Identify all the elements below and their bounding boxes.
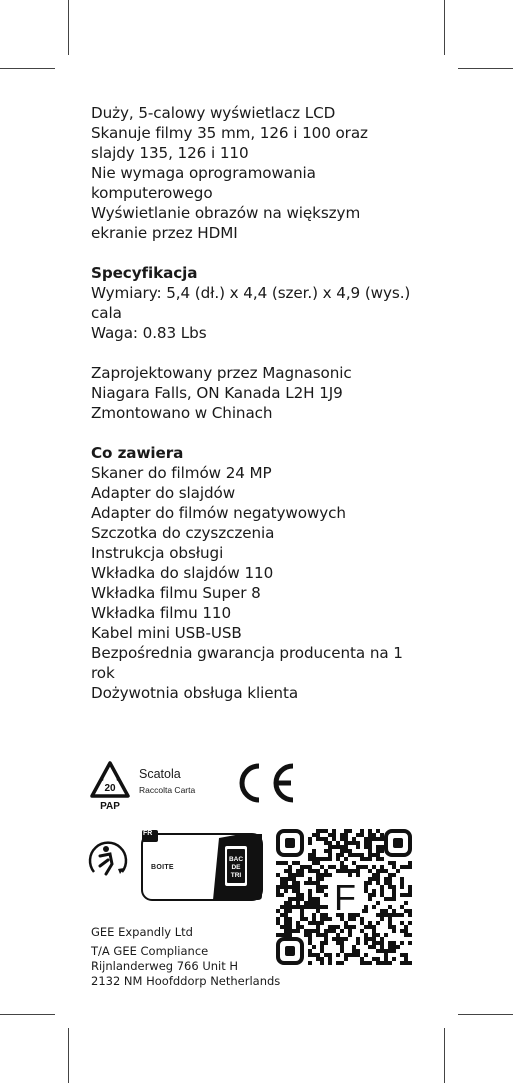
contents-section <box>91 443 431 703</box>
manufacturer-line: Zmontowano w Chinach <box>91 404 273 422</box>
feature-line: ekranie przez HDMI <box>91 224 238 242</box>
bin-text: DE <box>231 864 241 871</box>
bin-text: BAC <box>228 856 244 863</box>
company-name: GEE Expandly Ltd <box>91 925 193 939</box>
contents-item: Skaner do filmów 24 MP <box>91 464 272 482</box>
company-block <box>91 925 280 989</box>
crop-mark <box>458 68 513 69</box>
spec-line: Wymiary: 5,4 (dł.) x 4,4 (szer.) x 4,9 (wys.) <box>91 284 411 302</box>
company-line: 2132 NM Hoofddorp Netherlands <box>91 974 281 988</box>
contents-item: Instrukcja obsługi <box>91 544 224 562</box>
manufacturer-section <box>91 363 431 423</box>
contents-item: Wkładka filmu Super 8 <box>91 584 261 602</box>
ce-mark-icon <box>233 760 297 806</box>
crop-mark <box>0 1014 55 1015</box>
contents-heading: Co zawiera <box>91 444 184 462</box>
contents-item: Kabel mini USB-USB <box>91 624 242 642</box>
feature-line: Wyświetlanie obrazów na większym <box>91 204 361 222</box>
specs-heading: Specyfikacja <box>91 264 198 282</box>
recycling-triangle-icon <box>88 760 132 812</box>
crop-mark <box>444 0 445 55</box>
contents-item: Adapter do slajdów <box>91 484 236 502</box>
qr-code <box>276 829 412 965</box>
fr-tag: FR <box>143 830 153 837</box>
crop-mark <box>444 1028 445 1083</box>
manufacturer-line: Niagara Falls, ON Kanada L2H 1J9 <box>91 384 343 402</box>
manufacturer-line: Zaprojektowany przez Magnasonic <box>91 364 352 382</box>
feature-line: Duży, 5-calowy wyświetlacz LCD <box>91 104 336 122</box>
crop-mark <box>0 68 55 69</box>
features-list <box>91 103 431 243</box>
scatola-title: Scatola <box>139 767 181 781</box>
spec-line: cala <box>91 304 122 322</box>
contents-item: Bezpośrednia gwarancja producenta na 1 <box>91 644 403 662</box>
feature-line: Skanuje filmy 35 mm, 126 i 100 oraz <box>91 124 368 142</box>
qr-center-letter: F <box>334 877 356 918</box>
specs-section <box>91 263 431 343</box>
scatola-subtitle: Raccolta Carta <box>139 785 196 795</box>
contents-item: rok <box>91 664 115 682</box>
company-line: T/A GEE Compliance <box>91 944 209 958</box>
company-line: Rijnlanderweg 766 Unit H <box>91 959 239 973</box>
contents-item: Szczotka do czyszczenia <box>91 524 275 542</box>
recycling-code: 20 <box>104 783 116 794</box>
spec-line: Waga: 0.83 Lbs <box>91 324 207 342</box>
crop-mark <box>68 1028 69 1083</box>
feature-line: Nie wymaga oprogramowania <box>91 164 316 182</box>
contents-item: Wkładka do slajdów 110 <box>91 564 274 582</box>
recycling-material: PAP <box>100 801 120 812</box>
triman-icon <box>86 836 130 880</box>
bin-text: TRI <box>230 872 242 879</box>
feature-line: slajdy 135, 126 i 110 <box>91 144 249 162</box>
crop-mark <box>68 0 69 55</box>
boite-label: BOITE <box>151 864 174 871</box>
feature-line: komputerowego <box>91 184 213 202</box>
product-text <box>91 103 431 703</box>
contents-item: Wkładka filmu 110 <box>91 604 232 622</box>
contents-item: Adapter do filmów negatywowych <box>91 504 346 522</box>
contents-item: Dożywotnia obsługa klienta <box>91 684 299 702</box>
crop-mark <box>458 1014 513 1015</box>
